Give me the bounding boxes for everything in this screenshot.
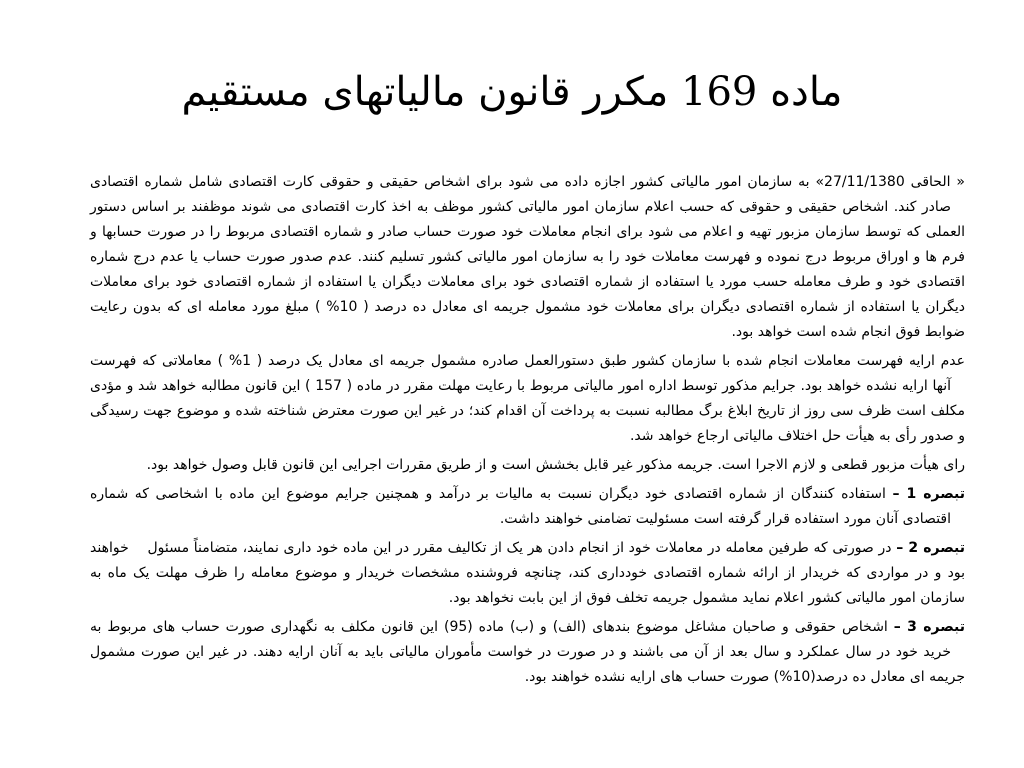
note-3 [60,615,965,690]
body-text [60,170,965,694]
paragraph-2-first-line: عدم ارایه فهرست معاملات انجام شده با سازمان کشور طبق دستورالعمل صادره مشمول جریمه ای معادل یک درصد ( 1% ) معاملاتی که فهرست [90,353,965,369]
paragraph-3 [60,453,965,478]
note-3-continuation: خرید خود در سال عملکرد و سال بعد از آن می باشند و در صورت در خواست مأموران مالیاتی باید به آنان ارایه دهند. در غیر این صورت مشمول جریمه ای معادل ده درصد(10%) صورت حساب های ارایه نشده خواهند بود. [90,644,965,685]
note-1 [60,482,965,532]
note-2-continuation: خواهند بود و در مواردی که خریدار از ارائه شماره اقتصادی خودداری کند، چنانچه فروشنده مشخصات خریدار و موضوع معامله را ظرف مهلت یک ماه به سازمان امور مالیاتی کشور اعلام نماید مشمول جریمه تخلف فوق از این بابت نخواهد بود. [90,540,965,606]
paragraph-1-first-line: « الحاقی 27/11/1380» به سازمان امور مالیاتی کشور اجازه داده می شود برای اشخاص حقیقی و حقوقی کارت اقتصادی شامل شماره اقتصادی [90,174,965,190]
note-1-label: تبصره 1 – [892,486,965,502]
note-2 [60,536,965,611]
slide-title: ماده 169 مکرر قانون مالیاتهای مستقیم [181,69,843,115]
note-1-continuation: اقتصادی آنان مورد استفاده قرار گرفته است مسئولیت تضامنی خواهند داشت. [499,511,951,527]
note-2-first-line: در صورتی که طرفین معامله در معاملات خود از انجام دادن هر یک از تکالیف مقرر در این ماده خود داری نمایند، متضامناً مسئول [147,540,897,556]
note-3-first-line: اشخاص حقوقی و صاحبان مشاغل موضوع بندهای (الف) و (ب) ماده (95) این قانون مکلف به نگهداری صورت حساب های مربوط به [90,619,894,635]
paragraph-3-text: رای هیأت مزبور قطعی و لازم الاجرا است. جریمه مذکور غیر قابل بخشش است و از طریق مقررات اجرایی این قانون قابل وصول خواهد بود. [146,457,965,473]
paragraph-1 [60,170,965,345]
note-1-first-line: استفاده کنندگان از شماره اقتصادی خود دیگران نسبت به مالیات بر درآمد و همچنین جرایم موضوع این ماده با اشخاصی که شماره [90,486,893,502]
note-3-label: تبصره 3 – [893,619,965,635]
note-2-label: تبصره 2 – [896,540,966,556]
paragraph-2-continuation: آنها ارایه نشده خواهد بود. جرایم مذکور توسط اداره امور مالیاتی مربوط با رعایت مهلت مقرر در ماده ( 157 ) این قانون مطالبه خواهد شد و مؤدی مکلف است ظرف سی روز از تاریخ ابلاغ برگ مطالبه نسبت به پرداخت آن اقدام کند؛ در غیر این صورت معترض شناخته شده و موضوع جهت رسیدگی و صدور رأی به هیأت حل اختلاف مالیاتی ارجاع خواهد شد. [90,378,965,444]
paragraph-2 [60,349,965,449]
paragraph-1-continuation: صادر کند. اشخاص حقیقی و حقوقی که حسب اعلام سازمان امور مالیاتی کشور موظف به اخذ کارت اقتصادی می شوند موظفند بر اساس دستور العملی که توسط سازمان مزبور تهیه و اعلام می شود برای انجام معاملات خود صورت حساب صادر و شماره اقتصادی مربوط را در صورت حسابها و فرم ها و اوراق مربوط درج نموده و فهرست معاملات خود را به سازمان امور مالیاتی کشور تسلیم کنند. عدم صدور صورت حساب یا عدم درج شماره اقتصادی خود و طرف معامله حسب مورد یا استفاده از شماره اقتصادی خود برای معاملات دیگران یا استفاده از شماره اقتصادی خود برای معاملات دیگران یا استفاده از شماره اقتصادی دیگران برای معاملات خود مشمول جریمه ای معادل ده درصد ( 10% ) مبلغ مورد معامله ای که بدون رعایت ضوابط فوق انجام شده است خواهد بود. [90,199,965,340]
